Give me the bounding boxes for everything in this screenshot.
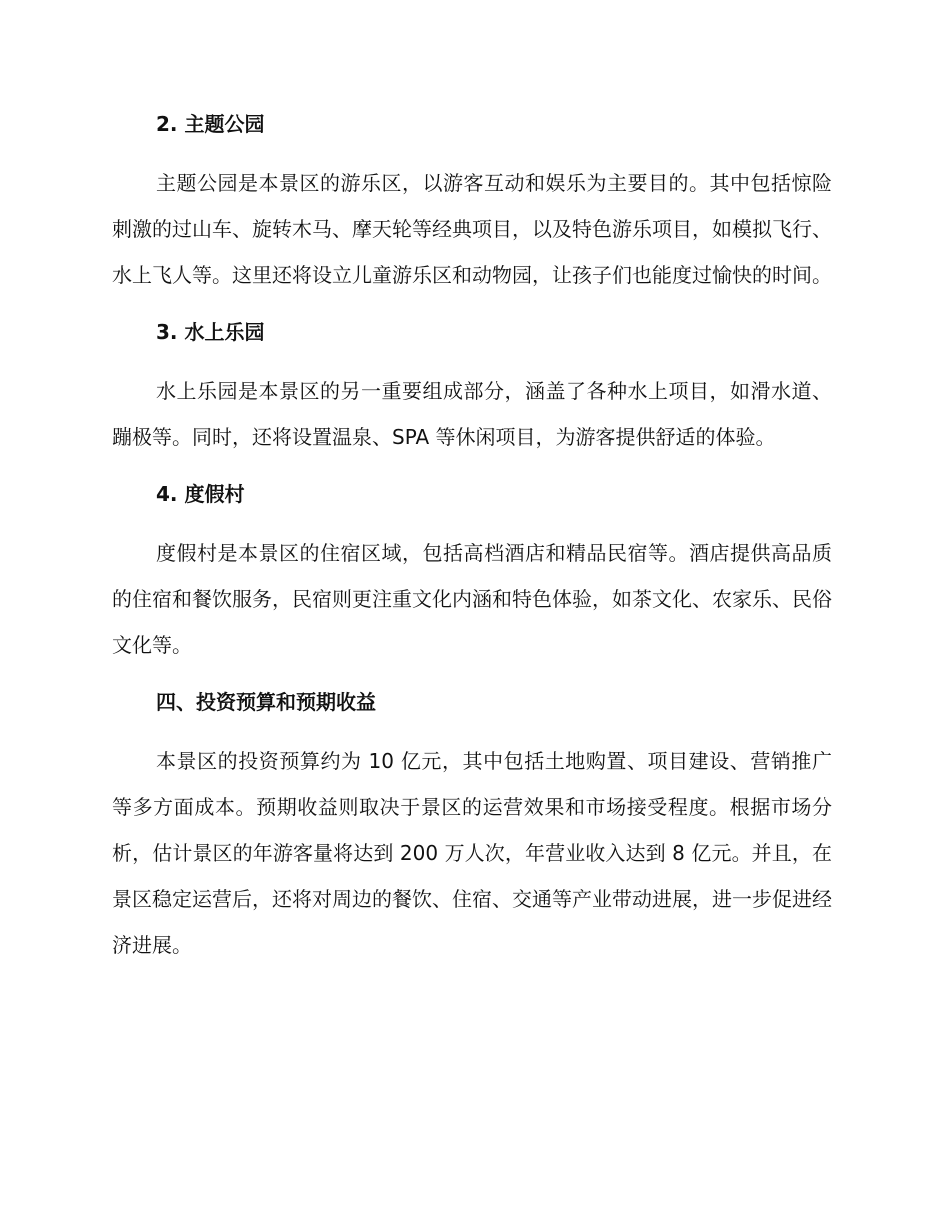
section-heading-investment: 四、投资预算和预期收益	[156, 690, 376, 714]
section-paragraph-resort: 度假村是本景区的住宿区域，包括高档酒店和精品民宿等。酒店提供高品质的住宿和餐饮服务，民宿则更注重文化内涵和特色体验，如茶文化、农家乐、民俗文化等。	[112, 541, 832, 657]
section-paragraph-theme-park: 主题公园是本景区的游乐区，以游客互动和娱乐为主要目的。其中包括惊险刺激的过山车、旋转木马、摩天轮等经典项目，以及特色游乐项目，如模拟飞行、水上飞人等。这里还将设立儿童游乐区和动物园，让孩子们也能度过愉快的时间。	[112, 171, 832, 287]
document-body	[112, 108, 832, 986]
section-paragraph-investment: 本景区的投资预算约为 10 亿元，其中包括土地购置、项目建设、营销推广等多方面成本。预期收益则取决于景区的运营效果和市场接受程度。根据市场分析，估计景区的年游客量将达到 200 万人次，年营业收入达到 8 亿元。并且，在景区稳定运营后，还将对周边的餐饮、住宿、交通等产业带动进展，进一步促进经济进展。	[112, 749, 832, 957]
section-heading-theme-park: 2. 主题公园	[156, 112, 265, 136]
section-heading-water-park: 3. 水上乐园	[156, 320, 265, 344]
section-heading-resort: 4. 度假村	[156, 482, 245, 506]
section-paragraph-water-park: 水上乐园是本景区的另一重要组成部分，涵盖了各种水上项目，如滑水道、蹦极等。同时，还将设置温泉、SPA 等休闲项目，为游客提供舒适的体验。	[112, 379, 832, 449]
